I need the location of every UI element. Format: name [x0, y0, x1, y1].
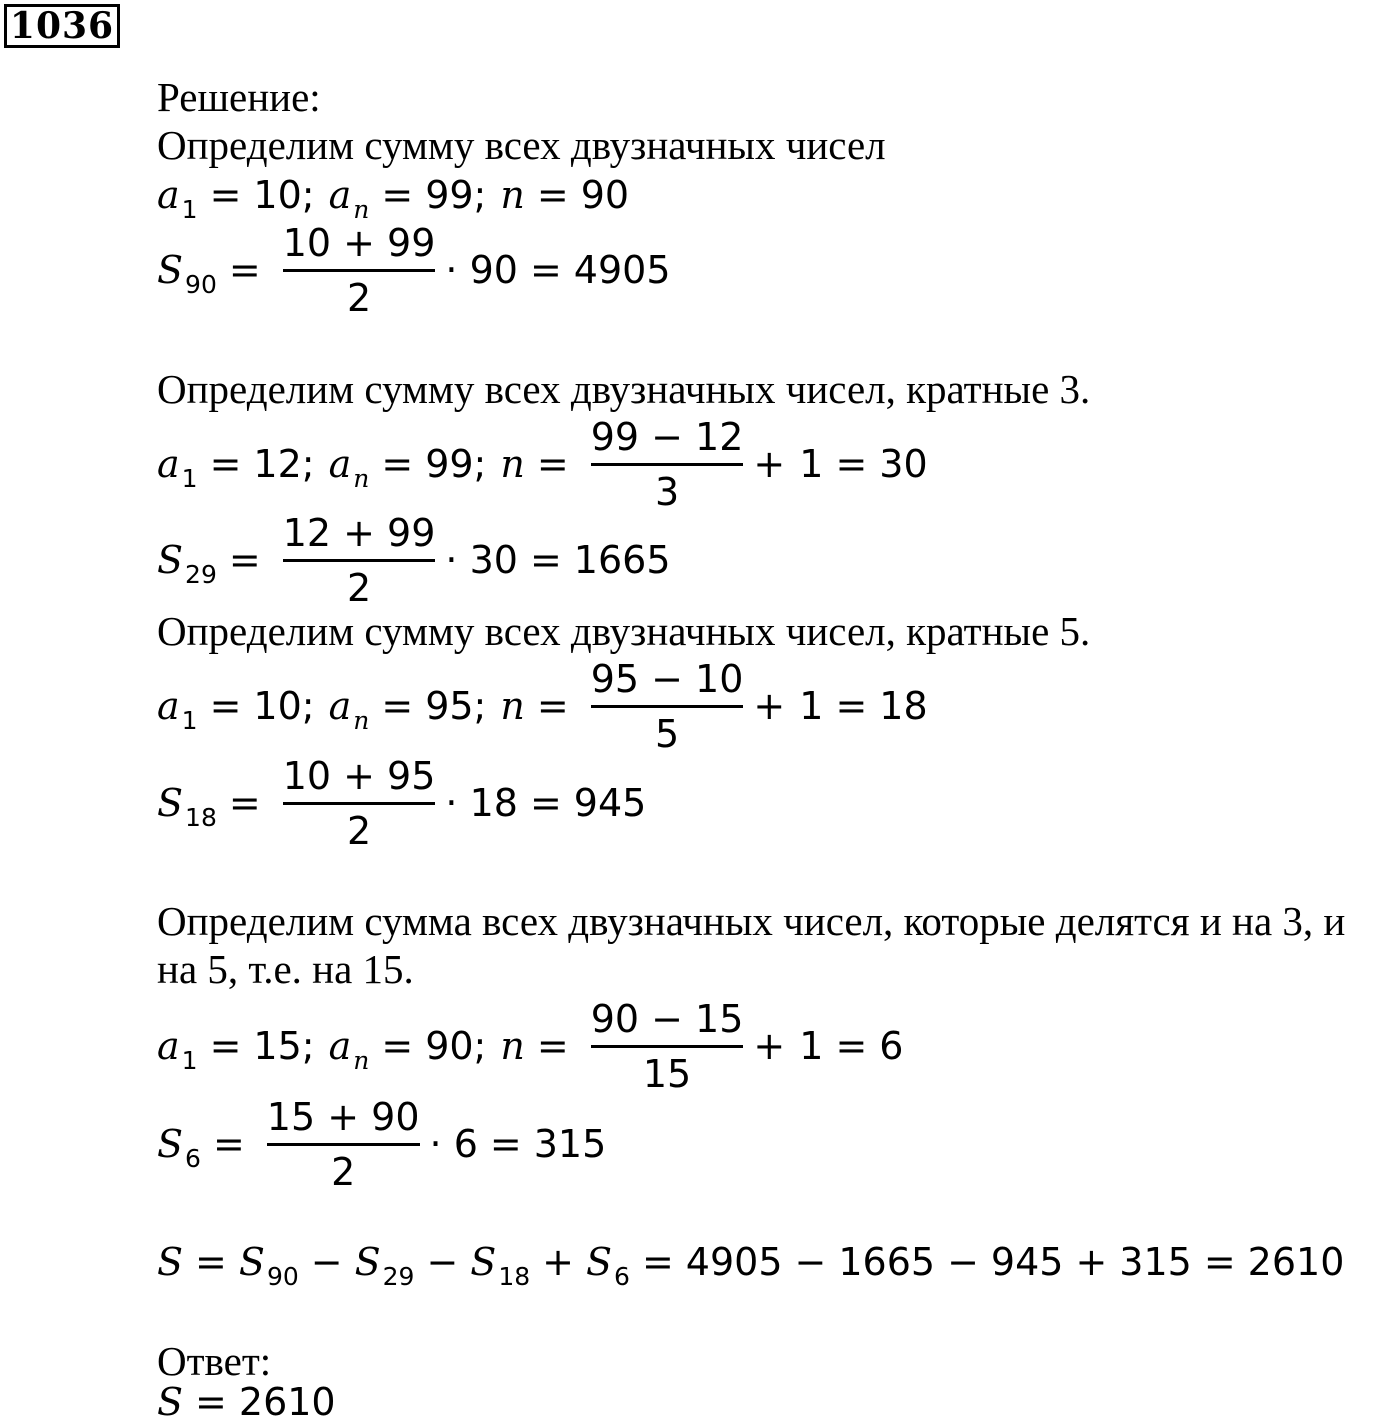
fraction: $\frac{99 - 12}{3}$	[590, 414, 744, 514]
fraction: $\frac{10 + 95}{2}$	[282, 753, 436, 853]
step3-text: Определим сумму всех двузначных чисел, кратные 5.	[157, 608, 1091, 654]
step4-text-line2: на 5, т.е. на 15.	[157, 946, 414, 992]
eq2-line: a 1 = 12 ; a n = 99 ; n = $\frac{99 - 12}{3}$ + 1 = 30	[157, 414, 928, 514]
final-line: S = S 90 − S 29 − S 18 + S 6 = 4905 − 1665 − 945 + 315 = 2610	[157, 1240, 1345, 1291]
step4-text-line1: Определим сумма всех двузначных чисел, которые делятся и на 3, и	[157, 898, 1346, 944]
answer-line: S = 2610	[157, 1380, 336, 1424]
fraction: $\frac{95 - 10}{5}$	[590, 656, 744, 756]
sum3-line: S 18 = $\frac{10 + 95}{2}$ · 18 = 945	[157, 753, 646, 853]
sum1-line: S 90 = $\frac{10 + 99}{2}$ · 90 = 4905	[157, 220, 671, 320]
problem-number: 1036	[4, 4, 120, 48]
fraction: $\frac{90 - 15}{15}$	[590, 996, 744, 1096]
answer-label: Ответ:	[157, 1338, 272, 1384]
sum4-line: S 6 = $\frac{15 + 90}{2}$ · 6 = 315	[157, 1094, 606, 1194]
eq4-line: a 1 = 15 ; a n = 90 ; n = $\frac{90 - 15}{15}$ + 1 = 6	[157, 996, 903, 1096]
fraction: $\frac{12 + 99}{2}$	[282, 510, 436, 610]
solution-label: Решение:	[157, 74, 321, 120]
fraction: $\frac{10 + 99}{2}$	[282, 220, 436, 320]
eq3-line: a 1 = 10 ; a n = 95 ; n = $\frac{95 - 10}{5}$ + 1 = 18	[157, 656, 928, 756]
step2-text: Определим сумму всех двузначных чисел, кратные 3.	[157, 366, 1091, 412]
fraction: $\frac{15 + 90}{2}$	[266, 1094, 420, 1194]
eq1-line: a 1 = 10 ; a n = 99 ; n = 90	[157, 173, 630, 224]
step1-text: Определим сумму всех двузначных чисел	[157, 122, 886, 168]
sum2-line: S 29 = $\frac{12 + 99}{2}$ · 30 = 1665	[157, 510, 671, 610]
